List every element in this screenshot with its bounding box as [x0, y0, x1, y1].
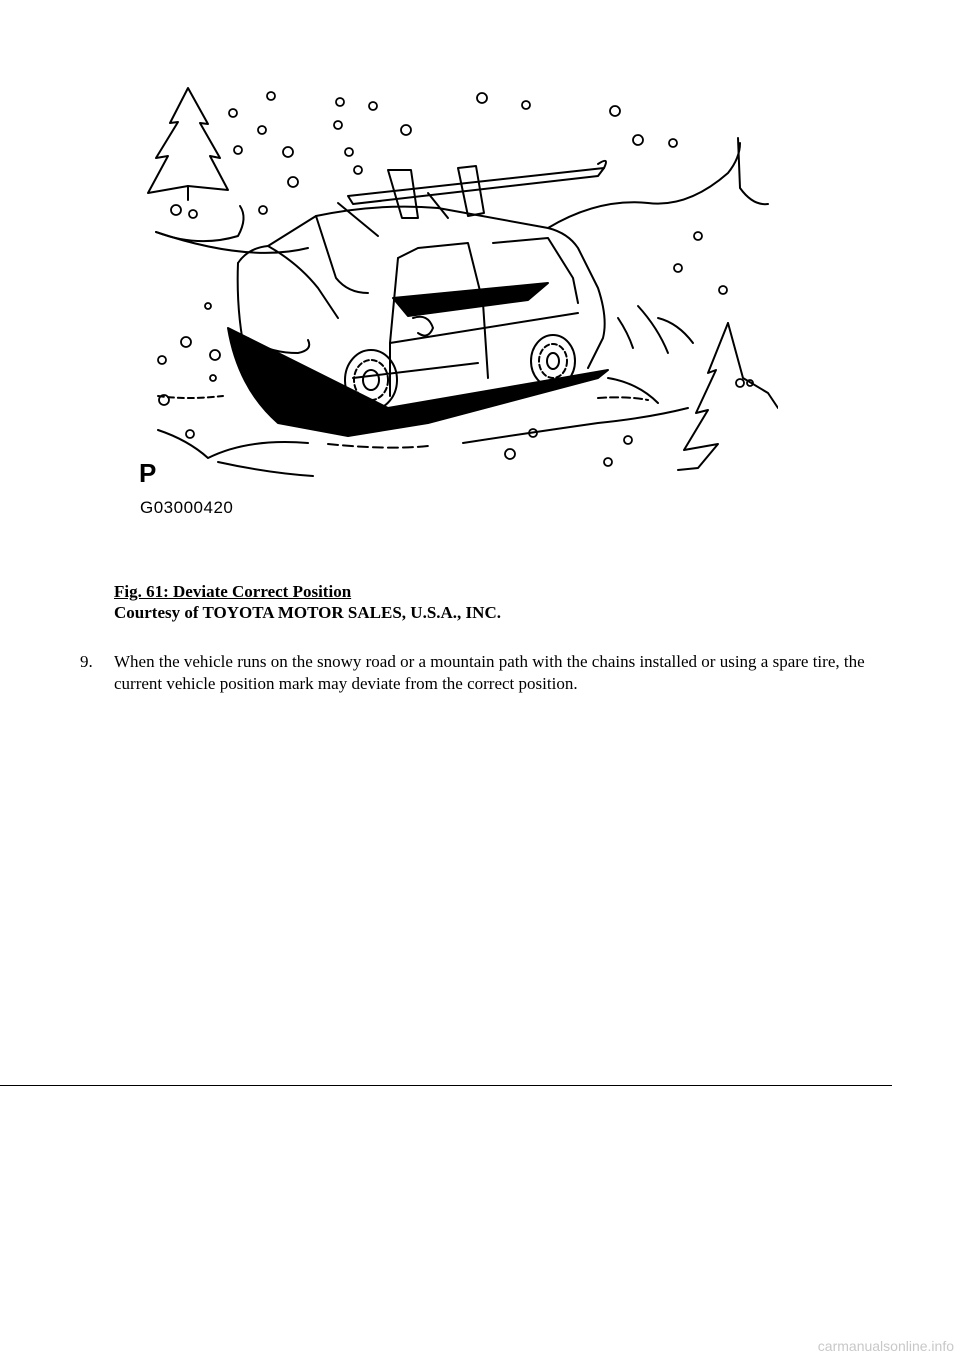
car-in-snow-illustration [128, 78, 778, 528]
figure-credit: Courtesy of TOYOTA MOTOR SALES, U.S.A., INC. [114, 603, 501, 622]
figure-title: Fig. 61: Deviate Correct Position [114, 582, 352, 601]
step-text: When the vehicle runs on the snowy road or a mountain path with the chains installed or using a spare tire, the current vehicle position mark may deviate from the correct position. [114, 652, 865, 693]
figure-caption [114, 581, 501, 623]
step-item [80, 651, 880, 695]
car-shadow [228, 328, 608, 436]
watermark: carmanualsonline.info [817, 1338, 954, 1354]
left-pine-tree [148, 88, 228, 193]
ski-rack [338, 161, 606, 236]
figure-letter: P [139, 458, 157, 488]
footer-divider [0, 1085, 892, 1086]
figure-code: G03000420 [140, 498, 234, 517]
step-number: 9. [80, 652, 93, 671]
right-pine-tree [678, 323, 728, 470]
